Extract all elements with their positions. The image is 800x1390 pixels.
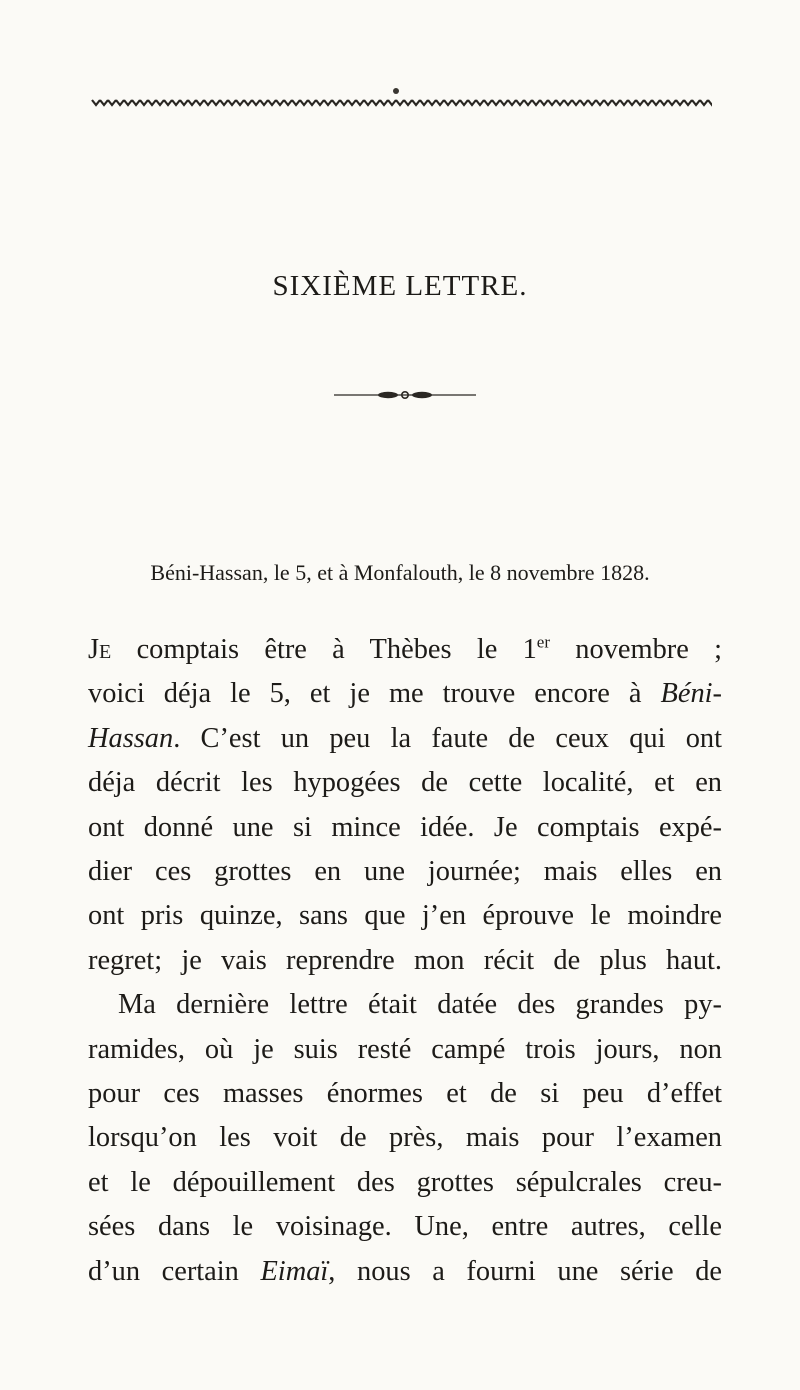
text-line: lorsqu’on les voit de près, mais pour l’examen: [88, 1122, 722, 1154]
text-line: Je comptais être à Thèbes le 1er novembre ;: [88, 632, 722, 665]
text-line: Hassan. C’est un peu la faute de ceux qui ont: [88, 722, 722, 754]
text-line: voici déja le 5, et je me trouve encore à Béni-: [88, 678, 722, 710]
head-ornament-band: [90, 86, 712, 110]
rule-ornament: [330, 388, 480, 402]
text-line: pour ces masses énormes et de si peu d’effet: [88, 1078, 722, 1110]
text-line: d’un certain Eimaï, nous a fourni une série de: [88, 1255, 722, 1287]
text-line: dier ces grottes en une journée; mais elles en: [88, 856, 722, 888]
letter-body: [88, 628, 722, 1294]
text-line: regret; je vais reprendre mon récit de plus haut.: [88, 944, 722, 976]
drop-word: Je: [88, 634, 112, 665]
text-line: ramides, où je suis resté campé trois jours, non: [88, 1033, 722, 1065]
text-line: Ma dernière lettre était datée des grandes py-: [118, 989, 722, 1021]
dateline: Béni-Hassan, le 5, et à Monfalouth, le 8 novembre 1828.: [150, 560, 650, 585]
text-line: sées dans le voisinage. Une, entre autres, celle: [88, 1211, 722, 1243]
text-line: ont pris quinze, sans que j’en éprouve le moindre: [88, 900, 722, 932]
text-line: ont donné une si mince idée. Je comptais expé-: [88, 811, 722, 843]
text-line: déja décrit les hypogées de cette localité, et en: [88, 767, 722, 799]
chapter-title: SIXIÈME LETTRE.: [272, 270, 528, 302]
text-line: et le dépouillement des grottes sépulcrales creu-: [88, 1166, 722, 1198]
